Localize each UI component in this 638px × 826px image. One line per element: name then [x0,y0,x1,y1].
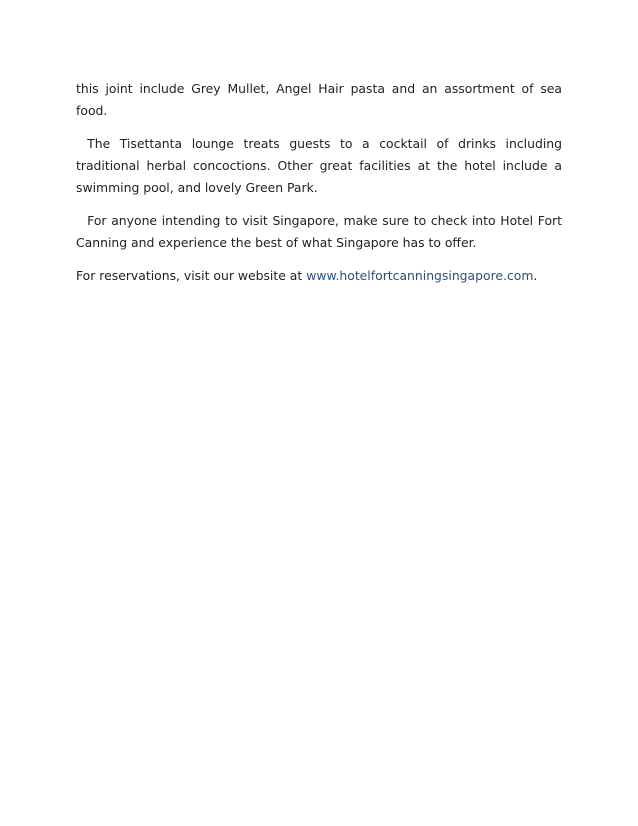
reservations-period: . [533,268,538,283]
paragraph-reservations [76,265,562,287]
website-link[interactable]: www.hotelfortcanningsingapore.com [306,268,534,283]
paragraph-visit: For anyone intending to visit Singapore, make sure to check into Hotel Fort Canning and experience the best of what Singapore has to offer. [76,213,562,250]
paragraph-food: this joint include Grey Mullet, Angel Hair pasta and an assortment of sea food. [76,81,562,118]
reservations-text: For reservations, visit our website at [76,268,307,283]
document-page [76,78,562,298]
paragraph-lounge: The Tisettanta lounge treats guests to a cocktail of drinks including traditional herbal concoctions. Other great facilities at the hotel include a swimming pool, and lovely Green Park. [76,136,562,195]
